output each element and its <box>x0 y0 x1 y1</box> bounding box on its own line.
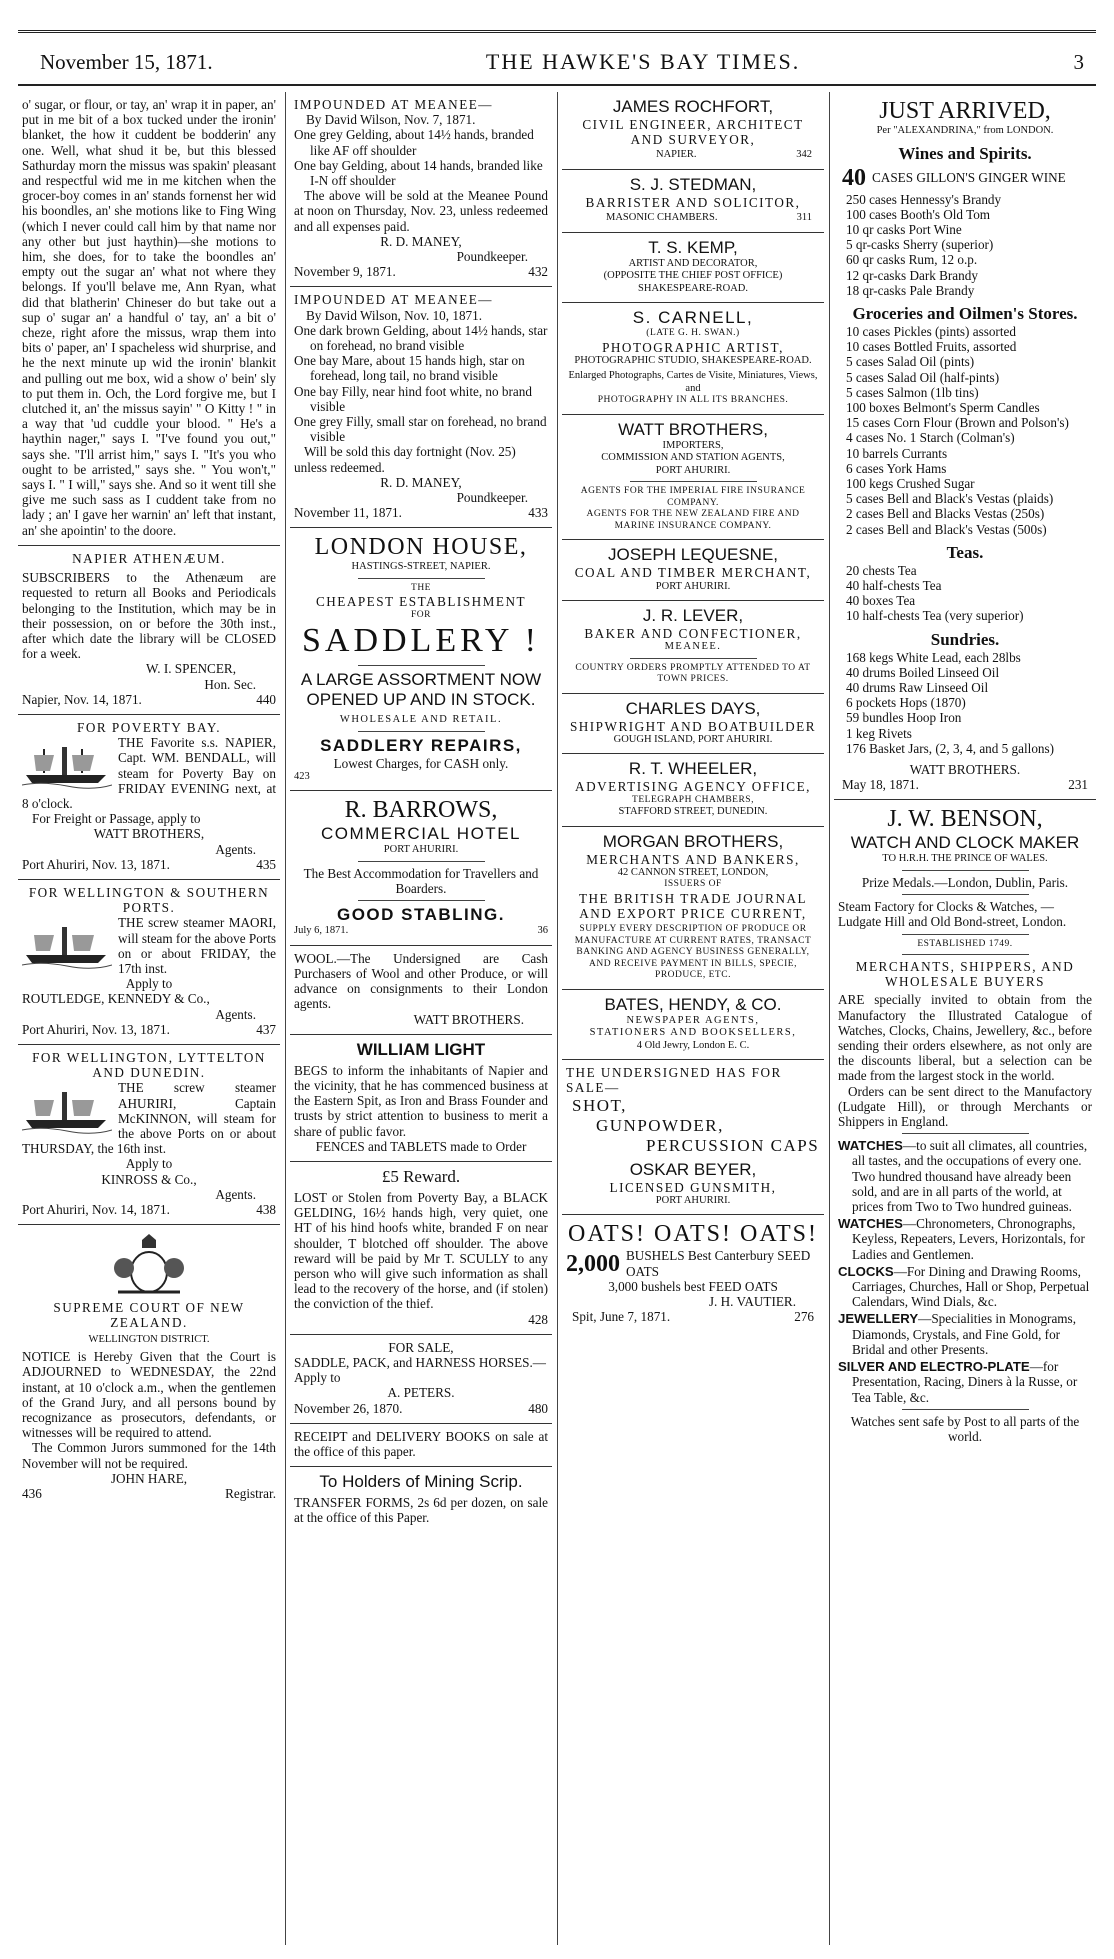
notice-title: SUPREME COURT OF NEW ZEALAND. <box>53 1300 245 1331</box>
ad-number: 231 <box>1068 777 1088 793</box>
carnell-card <box>562 303 824 415</box>
card-line: PHOTOGRAPHIC ARTIST, <box>602 339 784 355</box>
signatory: R. D. MANEY, <box>380 233 462 249</box>
notice-date: November 11, 1871. <box>294 505 402 521</box>
ad-number: 440 <box>256 691 276 707</box>
section-title: Teas. <box>946 542 984 562</box>
oats-line-2: 3,000 bushels best FEED OATS <box>608 1278 778 1294</box>
notice-title: IMPOUNDED AT MEANEE— <box>294 292 493 308</box>
benson-ad <box>834 800 1096 1451</box>
impound-item: One dark brown Gelding, about 14½ hands, star on forehead, no brand visible <box>294 322 548 354</box>
ad-number: 423 <box>294 770 310 782</box>
notice-body: WOOL.—The Undersigned are Cash Purchasers of Wool and other Produce, or will advance on consignments to their London agents. <box>294 950 548 1012</box>
item-key: CLOCKS <box>838 1263 894 1279</box>
oats-heading: OATS! OATS! OATS! <box>567 1221 818 1248</box>
ship-line: Per "ALEXANDRINA," from LONDON. <box>876 125 1054 136</box>
card-name: CHARLES DAYS, <box>625 698 761 718</box>
assortment-text: A LARGE ASSORTMENT NOW OPENED UP AND IN STOCK. <box>300 670 542 710</box>
notice-body: THE Favorite s.s. NAPIER, Capt. WM. BENDALL, will steam for Poverty Bay on FRIDAY EVENING next, at 8 o'clock. <box>22 735 276 811</box>
card-name: R. T. WHEELER, <box>628 759 758 779</box>
card-line-2: COMMISSION AND STATION AGENTS, <box>601 452 785 464</box>
card-body: SUPPLY EVERY DESCRIPTION OF PRODUCE OR MANUFACTURE AT CURRENT RATES, TRANSACT BANKING AND AGENCY BUSINESS GENERALLY, AND RECEIVE PAYMENT IN BILLS, SPECIE, PRODUCE, ETC. <box>574 924 812 981</box>
goods-item: 6 cases York Hams <box>846 460 947 476</box>
impounded-notice-2 <box>290 287 552 528</box>
goods-item: 10 half-chests Tea (very superior) <box>846 608 1024 624</box>
card-line-2: (OPPOSITE THE CHIEF POST OFFICE) <box>603 270 783 282</box>
ad-number: 436 <box>22 1485 42 1501</box>
goods-item: 5 cases Bell and Black's Vestas (plaids) <box>846 491 1054 507</box>
lyttelton-notice <box>18 1045 280 1225</box>
column-divider <box>829 92 830 1945</box>
benson-item <box>838 1216 1092 1262</box>
card-line: BAKER AND CONFECTIONER, <box>584 626 802 642</box>
notice-title: FOR WELLINGTON, LYTTELTON AND DUNEDIN. <box>32 1049 266 1081</box>
notice-body: THE screw steamer AHURIRI, Captain McKINNON, will steam for the above Ports on or about THURSDAY, the 16th inst. <box>22 1080 276 1157</box>
reward-body: LOST or Stolen from Poverty Bay, a BLACK GELDING, 16½ hands high, very quiet, one HT of his hind hoofs white, branded F on near shoulder, T blotched off shoulder. The above reward will be paid by Mr T. SCULLY to any person who will give such information as shall lead to the recovery of the horse, and (if stolen) the conviction of the thief. <box>294 1190 548 1312</box>
impound-item: One grey Filly, small star on forehead, no brand visible <box>294 414 547 445</box>
card-note: COUNTRY ORDERS PROMPTLY ATTENDED TO AT TOWN PRICES. <box>575 662 811 685</box>
apply-text: Apply to <box>125 1156 173 1172</box>
impound-item: One grey Gelding, about 14½ hands, branded like AF off shoulder <box>294 127 534 158</box>
sale-body: SADDLE, PACK, and HARNESS HORSES.—Apply to <box>294 1355 546 1386</box>
ad-number: 435 <box>256 856 276 872</box>
item-key: JEWELLERY <box>838 1311 919 1327</box>
header-rule <box>18 84 1096 86</box>
goods-item: 5 cases Salad Oil (pints) <box>846 354 975 370</box>
notice-body: TRANSFER FORMS, 2s 6d per dozen, on sale at the office of this Paper. <box>294 1495 548 1526</box>
hotel-name: COMMERCIAL HOTEL <box>320 824 521 844</box>
athenaeum-notice <box>18 546 280 715</box>
notice-title: FOR POVERTY BAY. <box>76 719 221 735</box>
saddlery-heading: SADDLERY ! <box>301 622 541 660</box>
goods-item: 10 cases Bottled Fruits, assorted <box>846 339 1017 355</box>
benson-items <box>838 1138 1092 1404</box>
item-text: —Chronometers, Chronographs, Keyless, Repeaters, Levers, Horizontals, for Ladies and Gentlemen. <box>852 1216 1085 1262</box>
william-light-ad <box>290 1035 552 1162</box>
ad-date: Spit, June 7, 1871. <box>572 1309 671 1325</box>
wines-list <box>838 192 1092 298</box>
goods-item: 250 cases Hennessy's Brandy <box>846 191 1002 207</box>
card-place: GOUGH ISLAND, PORT AHURIRI. <box>613 733 773 745</box>
goods-item: 15 cases Corn Flour (Brown and Polson's) <box>846 415 1069 431</box>
for-sale-notice <box>290 1335 552 1424</box>
card-name: WATT BROTHERS, <box>618 419 768 439</box>
card-body: Enlarged Photographs, Cartes de Visite, Miniatures, Views, and <box>568 370 818 394</box>
ad-number: 428 <box>528 1311 548 1327</box>
notice-date: November 26, 1870. <box>294 1400 403 1416</box>
ad-title: JUST ARRIVED, <box>879 98 1051 124</box>
ad-number: 433 <box>528 505 548 521</box>
impound-item: One bay Gelding, about 14 hands, branded like I-N off shoulder <box>294 157 543 189</box>
card-line: BARRISTER AND SOLICITOR, <box>585 194 801 210</box>
benson-body: ARE specially invited to obtain from the Manufactory the Illustrated Catalogue of Watches, Clocks, Chains, Jewellery, &c., before sending their orders elsewhere, as not only are the discounts liberal, but a selection can be made from the largest stock in the world. <box>838 992 1092 1084</box>
card-name: JAMES ROCHFORT, <box>612 97 774 116</box>
advertiser-name: WILLIAM LIGHT <box>356 1039 486 1059</box>
agent-name: KINROSS & Co., <box>101 1171 197 1187</box>
repairs-heading: SADDLERY REPAIRS, <box>320 735 522 755</box>
benson-footer: Watches sent safe by Post to all parts of the world. <box>850 1413 1080 1444</box>
item-text: —For Dining and Drawing Rooms, Carriages, Churches, Hall or Shop, Perpetual Calendars, Wind Dials, &c. <box>852 1263 1090 1310</box>
barrows-hotel-ad <box>290 791 552 945</box>
signatory: R. D. MANEY, <box>380 474 462 490</box>
steamship-icon <box>22 917 112 969</box>
goods-item: 18 qr-casks Pale Brandy <box>846 282 975 298</box>
gunsmith-name: OSKAR BEYER, <box>629 1159 757 1179</box>
card-line-3: SHAKESPEARE-ROAD. <box>638 282 748 294</box>
benson-item <box>838 1311 1092 1357</box>
signatory-role: Registrar. <box>225 1485 276 1501</box>
section-title: Wines and Spirits. <box>898 143 1032 163</box>
goods-item: 40 boxes Tea <box>846 593 916 609</box>
goods-item: 100 kegs Crushed Sugar <box>846 475 975 491</box>
hotel-place: PORT AHURIRI. <box>383 844 459 856</box>
shop-name: LONDON HOUSE, <box>314 534 528 561</box>
column-1 <box>18 92 280 1945</box>
label-the: THE <box>411 582 431 593</box>
royal-crest-icon <box>104 1234 194 1296</box>
card-line-2: STATIONERS AND BOOKSELLERS, <box>589 1027 797 1039</box>
item-gunpowder: GUNPOWDER, <box>596 1115 724 1135</box>
goods-item: 40 half-chests Tea <box>846 577 942 593</box>
oats-line-1: BUSHELS Best Canterbury SEED OATS <box>626 1248 811 1279</box>
hotel-body: The Best Accommodation for Travellers and Boarders. <box>303 865 539 897</box>
card-name: S. CARNELL, <box>632 308 754 328</box>
goods-item: 59 bundles Hoop Iron <box>846 710 962 726</box>
steamship-icon <box>22 1082 112 1134</box>
notice-body: The above will be sold at the Meanee Pound at noon on Thursday, Nov. 23, unless redeemed and all expenses paid. <box>294 188 548 234</box>
groceries-list <box>838 324 1092 537</box>
card-late: (LATE G. H. SWAN.) <box>646 328 740 339</box>
card-body-2: PHOTOGRAPHY IN ALL ITS BRANCHES. <box>597 395 789 406</box>
notice-title: To Holders of Mining Scrip. <box>319 1472 523 1492</box>
card-line: MERCHANTS AND BANKERS, <box>586 851 800 867</box>
merchants-line: MERCHANTS, SHIPPERS, AND WHOLESALE BUYERS <box>855 959 1075 990</box>
story-continuation <box>18 92 280 546</box>
card-line: CIVIL ENGINEER, ARCHITECT AND SURVEYOR, <box>582 117 804 148</box>
card-name: J. R. LEVER, <box>642 606 744 626</box>
card-line: ADVERTISING AGENCY OFFICE, <box>575 779 811 795</box>
benson-item <box>838 1359 1092 1405</box>
gunsmith-line: LICENSED GUNSMITH, <box>609 1179 777 1195</box>
impound-by: By David Wilson, Nov. 10, 1871. <box>306 307 483 323</box>
card-line: COAL AND TIMBER MERCHANT, <box>574 565 812 581</box>
wholesale-text: WHOLESALE AND RETAIL. <box>339 714 503 726</box>
card-place: MASONIC CHAMBERS. <box>606 212 718 224</box>
shop-address: HASTINGS-STREET, NAPIER. <box>351 561 491 573</box>
goods-item: 100 cases Booth's Old Tom <box>846 206 991 222</box>
card-studio: PHOTOGRAPHIC STUDIO, SHAKESPEARE-ROAD. <box>574 354 812 366</box>
agency-2: AGENTS FOR THE NEW ZEALAND FIRE AND MARINE INSURANCE COMPANY. <box>586 509 800 531</box>
card-line: SHIPWRIGHT AND BOATBUILDER <box>569 718 817 734</box>
ad-number: 276 <box>794 1309 814 1325</box>
column-4 <box>834 92 1096 1945</box>
goods-item: 40 drums Raw Linseed Oil <box>846 679 989 695</box>
notice-date: Port Ahuriri, Nov. 14, 1871. <box>22 1202 170 1218</box>
goods-item: 12 qr-casks Dark Brandy <box>846 267 978 283</box>
card-name: MORGAN BROTHERS, <box>602 831 784 851</box>
ad-date: July 6, 1871. <box>294 925 349 937</box>
gunsmith-place: PORT AHURIRI. <box>655 1194 731 1206</box>
item-caps: PERCUSSION CAPS <box>646 1135 820 1155</box>
proprietor-name: R. BARROWS, <box>344 797 498 824</box>
top-rule <box>18 30 1096 33</box>
ad-number: 36 <box>537 925 548 937</box>
column-2 <box>290 92 552 1945</box>
notice-title: IMPOUNDED AT MEANEE— <box>294 97 493 112</box>
gillon-line: CASES GILLON'S GINGER WINE <box>872 169 1066 185</box>
goods-item: 100 boxes Belmont's Sperm Candles <box>846 399 1040 415</box>
sale-title: FOR SALE, <box>388 1339 454 1355</box>
signatory: A. PETERS. <box>387 1385 455 1401</box>
signatory: WATT BROTHERS. <box>909 762 1021 777</box>
impound-item: One bay Filly, near hind foot white, no brand visible <box>294 383 532 414</box>
card-line: NEWSPAPER AGENTS, <box>626 1014 760 1026</box>
card-name: T. S. KEMP, <box>648 237 738 257</box>
item-key: SILVER AND ELECTRO-PLATE <box>838 1359 1030 1375</box>
poverty-bay-notice <box>18 715 280 880</box>
established-line: ESTABLISHED 1749. <box>917 938 1013 949</box>
morgan-card <box>562 827 824 990</box>
big-quantity: 40 <box>842 164 866 191</box>
card-line: ARTIST AND DECORATOR, <box>628 257 758 269</box>
bates-hendy-card <box>562 990 824 1061</box>
wellington-notice <box>18 880 280 1045</box>
medals-line: Prize Medals.—London, Dublin, Paris. <box>861 874 1069 890</box>
card-line: IMPORTERS, <box>662 439 724 451</box>
agency-1: AGENTS FOR THE IMPERIAL FIRE INSURANCE COMPANY. <box>580 486 806 508</box>
ad-number: 432 <box>528 264 548 280</box>
oats-quantity: 2,000 <box>566 1250 620 1277</box>
agent-label: Agents. <box>215 1006 256 1022</box>
lequesne-card <box>562 540 824 601</box>
goods-item: 5 qr-casks Sherry (superior) <box>846 237 994 253</box>
notice-body: RECEIPT and DELIVERY BOOKS on sale at the office of this paper. <box>294 1428 548 1460</box>
label-cheapest: CHEAPEST ESTABLISHMENT <box>315 594 527 610</box>
goods-item: 60 qr casks Rum, 12 o.p. <box>846 252 978 268</box>
agent-label: Agents. <box>215 1186 256 1202</box>
apply-text: Apply to <box>125 976 173 992</box>
signatory: JOHN HARE, <box>110 1470 188 1486</box>
gunsmith-ad <box>562 1060 824 1215</box>
goods-item: 2 cases Bell and Blacks Vestas (250s) <box>846 506 1045 522</box>
benson-body-2: Orders can be sent direct to the Manufactory (Ludgate Hill), or through Merchants or Shippers in England. <box>838 1083 1092 1130</box>
goods-item: 20 chests Tea <box>846 562 917 578</box>
agent-name: WATT BROTHERS, <box>93 826 205 842</box>
ad-number: 480 <box>528 1400 548 1416</box>
card-place: STAFFORD STREET, DUNEDIN. <box>618 806 768 818</box>
goods-item: 10 barrels Currants <box>846 445 948 461</box>
ad-title: J. W. BENSON, <box>887 806 1043 833</box>
notice-date: Port Ahuriri, Nov. 13, 1871. <box>22 1021 170 1037</box>
impound-by: By David Wilson, Nov. 7, 1871. <box>306 112 476 128</box>
notice-body: NOTICE is Hereby Given that the Court is ADJOURNED to WEDNESDAY, the 22nd instant, at 10 o'clock a.m., when the gentlemen of the Grand Jury, and all persons bound by recognizance as prosecutors, defendants, or witnesses will be required to attend. <box>22 1349 276 1441</box>
card-place: MEANEE. <box>664 641 722 653</box>
item-text: —to suit all climates, all countries, all tastes, and the occupations of every one. Two hundred thousand have already been sold, and are in all parts of the world, at prices from Two to Two hundred guineas. <box>852 1138 1088 1215</box>
sundries-list <box>838 650 1092 756</box>
item-text: —for Presentation, Racing, Diners à la Russe, or Tea Table, &c. <box>852 1359 1078 1405</box>
page-number: 3 <box>1073 49 1084 74</box>
notice-date: November 9, 1871. <box>294 264 396 280</box>
card-journal: THE BRITISH TRADE JOURNAL AND EXPORT PRICE CURRENT, <box>578 890 808 922</box>
card-issuers: ISSUERS OF <box>664 879 722 890</box>
card-place: PORT AHURIRI. <box>655 464 731 476</box>
ad-number: 438 <box>256 1202 276 1218</box>
ad-date: May 18, 1871. <box>842 777 919 793</box>
signatory-role: Poundkeeper. <box>456 249 528 265</box>
ad-number: 342 <box>796 149 812 161</box>
goods-item: 176 Basket Jars, (2, 3, 4, and 5 gallons) <box>846 740 1055 756</box>
notice-body: SUBSCRIBERS to the Athenæum are requested to return all Books and Periodicals belonging to the Institution, which may be in their possession, on or before the 30th inst., after which date the library will be CLOSED for a week. <box>22 570 276 662</box>
column-3 <box>562 92 824 1945</box>
notice-body-2: The Common Jurors summoned for the 14th November will not be required. <box>22 1440 276 1471</box>
column-divider <box>557 92 558 1945</box>
oats-ad <box>562 1215 824 1331</box>
newspaper-title: THE HAWKE'S BAY TIMES. <box>485 49 801 74</box>
notice-date: Napier, Nov. 14, 1871. <box>22 691 142 707</box>
signatory: WATT BROTHERS. <box>413 1011 524 1027</box>
goods-item: 5 cases Salad Oil (half-pints) <box>846 369 1000 385</box>
card-name: BATES, HENDY, & CO. <box>604 994 782 1014</box>
benson-item <box>838 1138 1092 1214</box>
benson-item <box>838 1264 1092 1310</box>
trade-line: WATCH AND CLOCK MAKER <box>850 833 1080 853</box>
rochfort-card <box>562 92 824 170</box>
section-title: Groceries and Oilmen's Stores. <box>852 303 1078 323</box>
agent-name: ROUTLEDGE, KENNEDY & Co., <box>22 991 210 1007</box>
notice-title: NAPIER ATHENÆUM. <box>72 550 226 566</box>
goods-item: 2 cases Bell and Black's Vestas (500s) <box>846 521 1047 537</box>
notice-title: FOR WELLINGTON & SOUTHERN PORTS. <box>28 884 270 916</box>
watt-brothers-card <box>562 415 824 541</box>
goods-item: 1 keg Rivets <box>846 725 912 741</box>
impound-item: One bay Mare, about 15 hands high, star on forehead, long tail, no brand visible <box>294 353 525 384</box>
agent-label: Agents. <box>215 841 256 857</box>
item-key: WATCHES <box>838 1138 903 1154</box>
supreme-court-notice <box>18 1225 280 1508</box>
stabling-heading: GOOD STABLING. <box>336 905 505 925</box>
signatory-role: Poundkeeper. <box>456 490 528 506</box>
stedman-card <box>562 170 824 233</box>
goods-item: 10 qr casks Port Wine <box>846 221 962 237</box>
london-house-ad <box>290 528 552 791</box>
district: WELLINGTON DISTRICT. <box>88 1333 210 1345</box>
receipt-books-notice <box>290 1424 552 1467</box>
goods-item: 40 drums Boiled Linseed Oil <box>846 664 1000 680</box>
column-divider <box>285 92 286 1945</box>
charges-text: Lowest Charges, for CASH only. <box>333 755 509 771</box>
impounded-notice-1 <box>290 92 552 287</box>
goods-item: 168 kegs White Lead, each 28lbs <box>846 649 1021 665</box>
reward-title: £5 Reward. <box>381 1167 461 1187</box>
card-address: 42 CANNON STREET, LONDON, <box>617 866 769 878</box>
mining-scrip-notice <box>290 1467 552 1532</box>
notice-date: Port Ahuriri, Nov. 13, 1871. <box>22 856 170 872</box>
signatory: J. H. VAUTIER. <box>708 1293 796 1309</box>
card-name: JOSEPH LEQUESNE, <box>607 545 779 565</box>
goods-item: 10 cases Pickles (pints) assorted <box>846 323 1016 339</box>
ad-body: BEGS to inform the inhabitants of Napier and the vicinity, that he has commenced business at the Eastern Spit, as Iron and Brass Founder and trusts by strict attention to business to merit a share of public favor. <box>294 1062 548 1139</box>
ad-footer: FENCES and TABLETS made to Order <box>315 1138 527 1154</box>
lever-card <box>562 601 824 694</box>
kemp-card <box>562 233 824 304</box>
notice-body: Will be sold this day fortnight (Nov. 25) unless redeemed. <box>294 444 516 475</box>
goods-item: 5 cases Salmon (1lb tins) <box>846 384 979 400</box>
teas-list <box>838 563 1092 624</box>
wheeler-card <box>562 754 824 826</box>
story-text: o' sugar, or flour, or tay, an' wrap it in paper, an' put in me bit of a box tucked under the ironin' blanket, the how it cuddent be bodderin' any one. Well, what shud it be, but this blessed Sathurday morn the missus was spakin' pleasant and respectful wid me in me kitchen when the grocer-boy comes in an' stands fornenst her wid his boondles, an' she motions like to Fing Wing (which I never could call him by that name nor any other but just haythin)—she motions to him, she does, for to take the boondles an' empty out the sugar an' what not where they belongs. If you'll belave me, Ann Ryan, what did that blatherin' Chineser do but take out a sup o' sugar an' a handful o' tay, an' a bit o' cheze, right afore the missus, wrap them into bits o' paper, an' I spacheless wid shurprise, and he the next minute up wid the ironin' blankit and pulling out me box, wid a show o' bein' sly to put them in. Och, the Lord forgive me, but I clutched it, an' the missus sayin' " O Kitty ! " in a way that 'ud cuddle your blood. " He's a haythin nager," says I. "I've found you out," says she. "I'll arrist him," says I. "It's you who ought to be arristed," says she. " You won't," says I. " I will," says she. And so it went till she give me such sass as I cuddent take from no lady ; an' I gave her warnin' an' left that instant, an' she apointin' to the doore. <box>22 97 276 538</box>
item-key: WATCHES <box>838 1216 903 1232</box>
reward-notice <box>290 1162 552 1335</box>
card-place: NAPIER. <box>656 149 697 161</box>
factory-line: Steam Factory for Clocks & Watches, —Ludgate Hill and Old Bond-street, London. <box>838 899 1067 930</box>
steamship-icon <box>22 737 112 789</box>
card-place: PORT AHURIRI. <box>655 580 731 592</box>
ad-title: THE UNDERSIGNED HAS FOR SALE— <box>566 1065 782 1096</box>
days-card <box>562 694 824 755</box>
notice-body: THE screw steamer MAORI, will steam for the above Ports on or about FRIDAY, the 17th inst. <box>118 915 276 976</box>
ad-number: 311 <box>796 212 812 224</box>
card-sub: TELEGRAPH CHAMBERS, <box>632 794 754 805</box>
goods-item: 6 pockets Hops (1870) <box>846 695 966 711</box>
signatory: W. I. SPENCER, <box>145 661 236 677</box>
just-arrived-ad <box>834 92 1096 800</box>
card-name: S. J. STEDMAN, <box>629 174 757 194</box>
issue-date: November 15, 1871. <box>40 49 213 74</box>
ad-number: 437 <box>256 1021 276 1037</box>
item-text: —Specialities in Monograms, Diamonds, Crystals, and Fine Gold, for Bridal and other Presents. <box>852 1311 1076 1357</box>
royal-line: TO H.R.H. THE PRINCE OF WALES. <box>882 853 1048 865</box>
goods-item: 4 cases No. 1 Starch (Colman's) <box>846 430 1015 446</box>
item-shot: SHOT, <box>572 1095 627 1115</box>
apply-text: For Freight or Passage, apply to <box>32 811 201 827</box>
section-title: Sundries. <box>930 629 1000 649</box>
label-for: FOR <box>411 609 431 620</box>
masthead <box>40 44 1084 80</box>
signatory-role: Hon. Sec. <box>204 676 256 692</box>
card-address: 4 Old Jewry, London E. C. <box>636 1039 750 1051</box>
wool-notice <box>290 946 552 1035</box>
